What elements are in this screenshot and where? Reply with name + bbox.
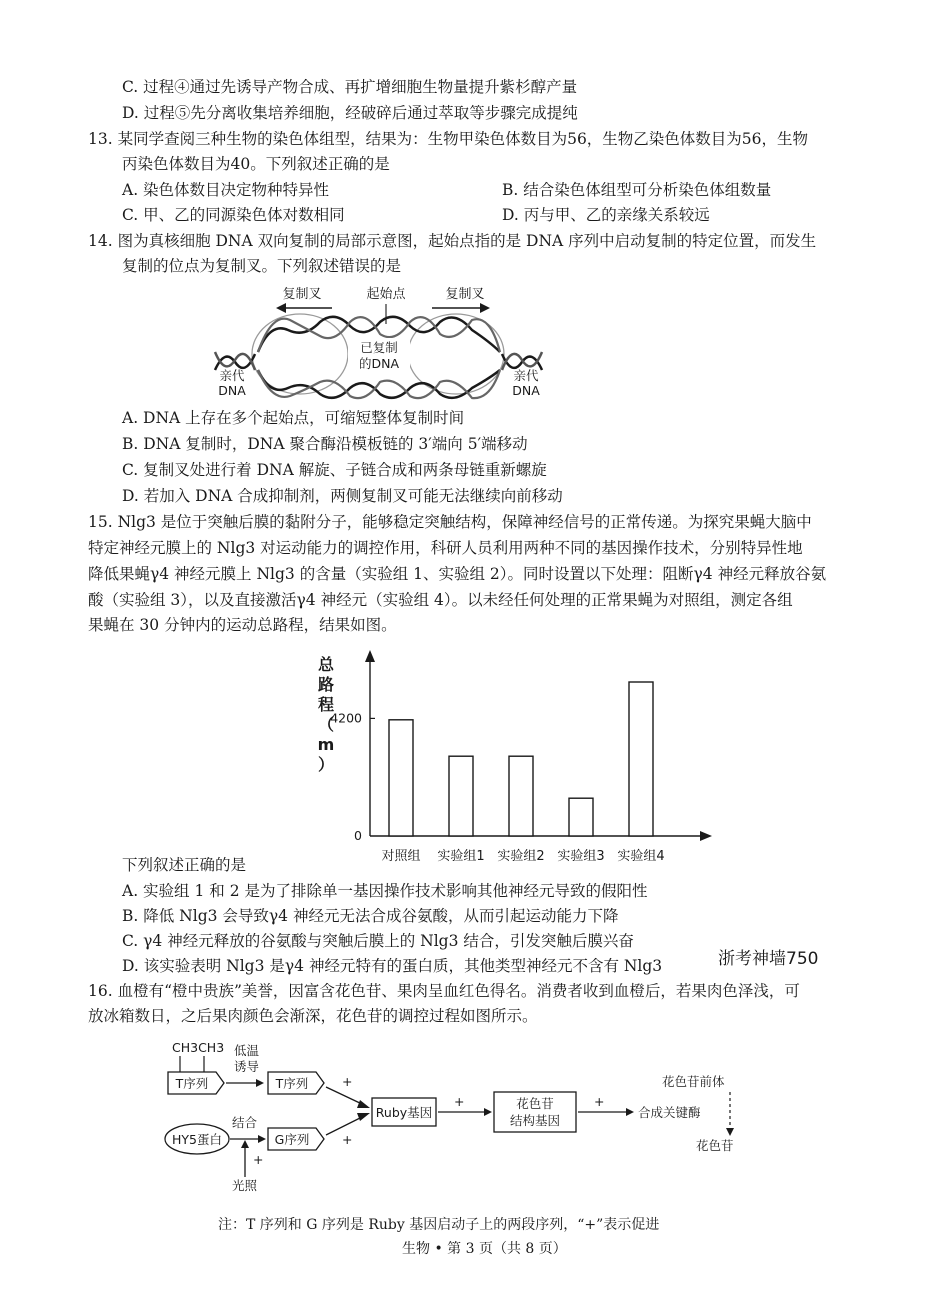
q15-stem-line4: 酸（实验组 3），以及直接激活γ4 神经元（实验组 4）。以未经任何处理的正常果蝇为对照组，测定各组 bbox=[88, 591, 793, 609]
cold-label-line2: 诱导 bbox=[234, 1059, 260, 1074]
parent-dna-right-line2: DNA bbox=[512, 383, 540, 398]
fork-left-label: 复制叉 bbox=[282, 287, 322, 302]
arrowhead-light bbox=[241, 1140, 249, 1148]
x-tick-label-3: 实验组2 bbox=[497, 849, 545, 864]
q14-option-c: C. 复制叉处进行着 DNA 解旋、子链合成和两条母链重新螺旋 bbox=[122, 461, 547, 479]
y-tick-label-2: 4200 bbox=[330, 710, 362, 726]
figure-note: 注：T 序列和 G 序列是 Ruby 基因启动子上的两段序列，“+”表示促进 bbox=[218, 1217, 660, 1233]
dna-replication-figure bbox=[210, 282, 570, 404]
parent-dna-left-line2: DNA bbox=[218, 383, 246, 398]
distance-bar-chart bbox=[300, 648, 720, 873]
arrow-t-to-ruby bbox=[326, 1087, 364, 1105]
q15-option-a: A. 实验组 1 和 2 是为了排除单一基因操作技术影响其他神经元导致的假阳性 bbox=[122, 882, 648, 900]
bar-4 bbox=[569, 798, 593, 836]
page-footer: 生物 • 第 3 页（共 8 页） bbox=[402, 1241, 567, 1257]
t-sequence-label: T序列 bbox=[175, 1076, 209, 1091]
q16-stem-line1: 16. 血橙有“橙中贵族”美誉，因富含花色苷、果肉呈血红色得名。消费者收到血橙后，若果肉色泽浅，可 bbox=[88, 982, 800, 1000]
watermark-text: 浙考神墙750 bbox=[718, 949, 819, 969]
origin-label: 起始点 bbox=[366, 287, 406, 302]
q12-option-c: C. 过程④通过先诱导产物合成、再扩增细胞生物量提升紫杉醇产量 bbox=[122, 78, 578, 96]
parent-dna-left-line1: 亲代 bbox=[219, 368, 245, 383]
q14-stem-line1: 14. 图为真核细胞 DNA 双向复制的局部示意图，起始点指的是 DNA 序列中启动复制的特定位置，而发生 bbox=[88, 232, 817, 250]
dashed-arrowhead bbox=[726, 1128, 734, 1136]
x-tick-labels bbox=[381, 848, 664, 864]
bars bbox=[389, 682, 653, 836]
y-axis-label-char-3: 程 bbox=[317, 695, 335, 714]
q14-option-b: B. DNA 复制时，DNA 聚合酶沿模板链的 3′端向 5′端移动 bbox=[122, 435, 528, 453]
q14-option-d: D. 若加入 DNA 合成抑制剂，两侧复制叉可能无法继续向前移动 bbox=[122, 487, 563, 505]
x-tick-label-2: 实验组1 bbox=[437, 849, 485, 864]
replicated-dna-label-line1: 已复制 bbox=[360, 340, 398, 355]
bind-label: 结合 bbox=[232, 1115, 258, 1130]
q13-option-a: A. 染色体数目决定物种特异性 bbox=[122, 181, 330, 199]
q13-option-b: B. 结合染色体组型可分析染色体组数量 bbox=[502, 181, 772, 199]
q15-question: 下列叙述正确的是 bbox=[122, 856, 247, 874]
fork-left-arrowhead bbox=[276, 303, 286, 313]
q15-stem-line3: 降低果蝇γ4 神经元膜上 Nlg3 的含量（实验组 1、实验组 2）。同时设置以下处理：阻断γ4 神经元释放谷氨 bbox=[88, 565, 827, 583]
cold-label-line1: 低温 bbox=[234, 1043, 260, 1058]
replicated-dna-label-line2: 的DNA bbox=[358, 356, 400, 371]
g-sequence-label: G序列 bbox=[274, 1132, 310, 1147]
bar-2 bbox=[449, 756, 473, 836]
q14-option-a: A. DNA 上存在多个起始点，可缩短整体复制时间 bbox=[122, 409, 465, 427]
y-axis-label-char-1: 总 bbox=[317, 655, 335, 674]
arrowhead-struct-to-enzyme bbox=[626, 1108, 634, 1116]
x-tick-label-5: 实验组4 bbox=[617, 849, 665, 864]
parent-dna-right-line1: 亲代 bbox=[513, 368, 539, 383]
q15-stem-line5: 果蝇在 30 分钟内的运动总路程，结果如图。 bbox=[88, 616, 397, 634]
q12-option-d: D. 过程⑤先分离收集培养细胞，经破碎后通过萃取等步骤完成提纯 bbox=[122, 104, 578, 122]
hy5-protein-label: HY5蛋白 bbox=[172, 1132, 222, 1147]
arrowhead-hy5-to-g bbox=[258, 1135, 266, 1143]
y-axis-label-char-5: m bbox=[317, 735, 335, 754]
q13-option-c: C. 甲、乙的同源染色体对数相同 bbox=[122, 206, 345, 224]
x-tick-label-1: 对照组 bbox=[381, 849, 421, 864]
key-enzyme-label: 合成关键酶 bbox=[638, 1105, 701, 1120]
q15-option-c: C. γ4 神经元释放的谷氨酸与突触后膜上的 Nlg3 结合，引发突触后膜兴奋 bbox=[122, 932, 634, 950]
y-axis-label-char-6: ） bbox=[317, 755, 335, 774]
precursor-label: 花色苷前体 bbox=[662, 1074, 725, 1089]
plus-struct-enzyme: + bbox=[594, 1094, 605, 1109]
arrowhead-ruby-to-struct bbox=[484, 1108, 492, 1116]
y-axis-label-char-4: （ bbox=[317, 715, 335, 734]
x-axis-arrowhead bbox=[700, 831, 712, 841]
structural-gene-label-line2: 结构基因 bbox=[509, 1113, 561, 1128]
y-tick-label-1: 0 bbox=[354, 828, 362, 843]
arrowhead-g-to-ruby bbox=[357, 1113, 370, 1121]
q15-stem-line1: 15. Nlg3 是位于突触后膜的黏附分子，能够稳定突触结构，保障神经信号的正常传递。为探究果蝇大脑中 bbox=[88, 513, 812, 531]
bar-3 bbox=[509, 756, 533, 836]
bar-1 bbox=[389, 720, 413, 836]
anthocyanin-label: 花色苷 bbox=[696, 1138, 734, 1153]
x-tick-label-4: 实验组3 bbox=[557, 849, 605, 864]
t-sequence-label-2: T序列 bbox=[275, 1076, 309, 1091]
plus-ruby-struct: + bbox=[454, 1094, 465, 1109]
q16-stem-line2: 放冰箱数日，之后果肉颜色会渐深，花色苷的调控过程如图所示。 bbox=[88, 1007, 538, 1025]
arrowhead-t-to-ruby bbox=[357, 1100, 370, 1108]
q13-stem-line2: 丙染色体数目为40。下列叙述正确的是 bbox=[122, 155, 390, 173]
structural-gene-label-line1: 花色苷 bbox=[516, 1096, 554, 1111]
y-ticks bbox=[330, 710, 375, 843]
bar-5 bbox=[629, 682, 653, 836]
fork-right-arrowhead bbox=[480, 303, 490, 313]
q13-option-d: D. 丙与甲、乙的亲缘关系较远 bbox=[502, 206, 710, 224]
plus-g-ruby: + bbox=[342, 1132, 353, 1147]
q15-stem-line2: 特定神经元膜上的 Nlg3 对运动能力的调控作用，科研人员利用两种不同的基因操作技术，分别特异性地 bbox=[88, 539, 803, 557]
y-axis-arrowhead bbox=[365, 650, 375, 662]
q15-option-b: B. 降低 Nlg3 会导致γ4 神经元无法合成谷氨酸，从而引起运动能力下降 bbox=[122, 907, 619, 925]
ruby-gene-label: Ruby基因 bbox=[375, 1105, 433, 1120]
plus-light: + bbox=[253, 1152, 264, 1167]
plus-t-ruby: + bbox=[342, 1074, 353, 1089]
q15-option-d: D. 该实验表明 Nlg3 是γ4 神经元特有的蛋白质，其他类型神经元不含有 Nlg3 bbox=[122, 957, 663, 975]
q14-stem-line2: 复制的位点为复制叉。下列叙述错误的是 bbox=[122, 257, 402, 275]
q13-stem-line1: 13. 某同学查阅三种生物的染色体组型，结果为：生物甲染色体数目为56，生物乙染色体数目为56，生物 bbox=[88, 130, 809, 148]
light-label: 光照 bbox=[232, 1178, 258, 1193]
arrowhead-t-to-t bbox=[256, 1079, 264, 1087]
fork-right-label: 复制叉 bbox=[445, 287, 485, 302]
anthocyanin-regulation-figure bbox=[150, 1032, 790, 1202]
y-axis-label-char-2: 路 bbox=[317, 675, 335, 694]
methyl-label: CH3CH3 bbox=[172, 1040, 225, 1055]
